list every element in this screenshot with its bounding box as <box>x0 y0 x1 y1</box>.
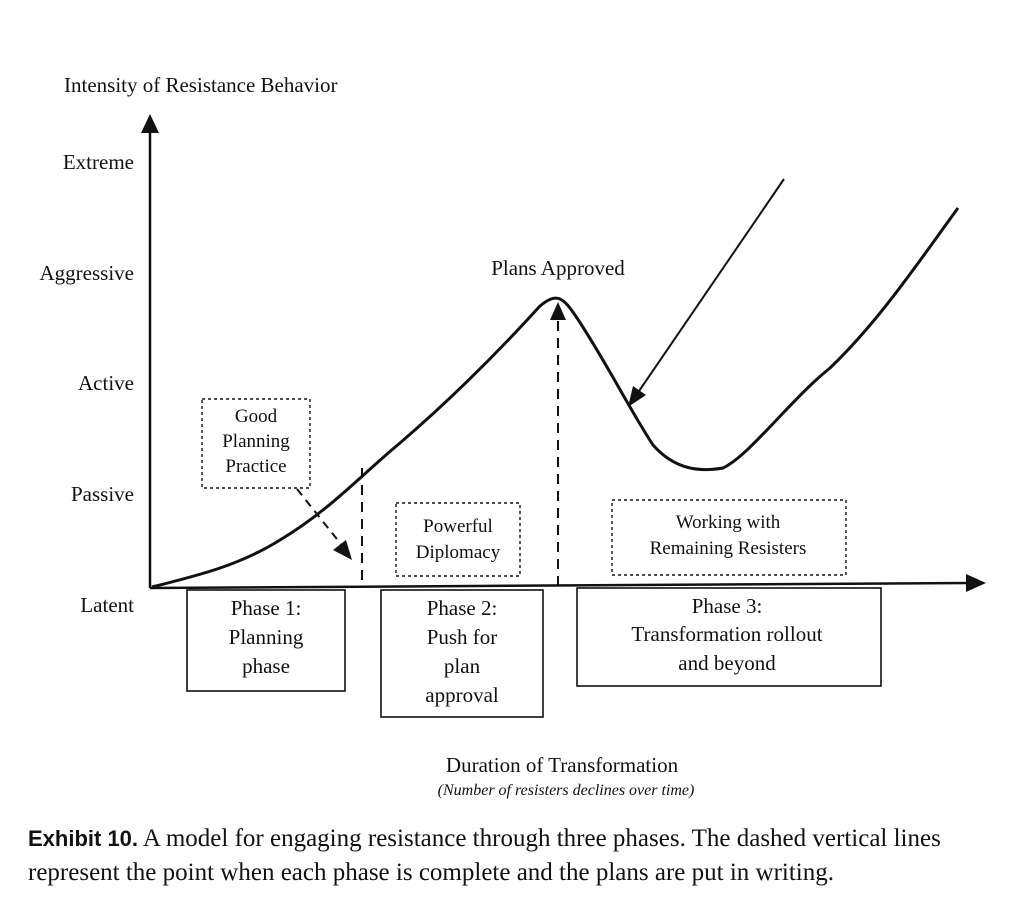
phase-3-line-3: and beyond <box>678 651 776 675</box>
figure-caption <box>28 822 1003 890</box>
y-level-latent: Latent <box>80 593 134 617</box>
callout-powerful-diplomacy-box <box>396 503 520 576</box>
y-level-extreme: Extreme <box>62 150 134 174</box>
phase-1-line-2: Planning <box>228 625 304 649</box>
y-level-passive: Passive <box>71 482 134 506</box>
callout-good-planning-line-3: Practice <box>225 456 287 477</box>
callout-powerful-diplomacy-line-1: Powerful <box>423 516 493 537</box>
dip-pointer-arrow <box>637 179 784 394</box>
y-axis-arrowhead <box>141 114 159 133</box>
y-level-active: Active <box>78 371 134 395</box>
callout-good-planning-line-1: Good <box>234 406 278 427</box>
phase-2-line-4: approval <box>425 683 499 707</box>
callout-remaining-resisters-line-2: Remaining Resisters <box>649 538 807 559</box>
phase-2-end-arrowhead <box>550 302 566 320</box>
phase-3-line-2: Transformation rollout <box>631 622 823 646</box>
phase-2-line-1: Phase 2: <box>426 596 498 620</box>
callout-powerful-diplomacy-line-2: Diplomacy <box>415 542 501 563</box>
x-axis-subtitle: (Number of resisters declines over time) <box>437 782 695 799</box>
dip-pointer-arrowhead <box>628 386 646 407</box>
x-axis-title: Duration of Transformation <box>445 753 679 777</box>
callout-remaining-resisters-line-1: Working with <box>675 512 781 533</box>
phase-1-line-1: Phase 1: <box>230 596 302 620</box>
peak-label: Plans Approved <box>491 256 625 280</box>
x-axis-arrowhead <box>966 574 986 592</box>
phase-2-line-2: Push for <box>426 625 498 649</box>
phase-2-line-3: plan <box>443 654 481 678</box>
caption-text: A model for engaging resistance through three phases. The dashed vertical lines represent the point when each phase is complete and the plans are put in writing. <box>28 825 941 886</box>
callout-good-planning-line-2: Planning <box>222 431 290 452</box>
phase-1-line-3: phase <box>242 654 290 678</box>
caption-label: Exhibit 10. <box>28 826 139 851</box>
y-level-aggressive: Aggressive <box>39 261 134 285</box>
good-planning-arrowhead <box>333 540 352 560</box>
y-axis-title: Intensity of Resistance Behavior <box>64 73 338 97</box>
phase-3-line-1: Phase 3: <box>691 594 763 618</box>
